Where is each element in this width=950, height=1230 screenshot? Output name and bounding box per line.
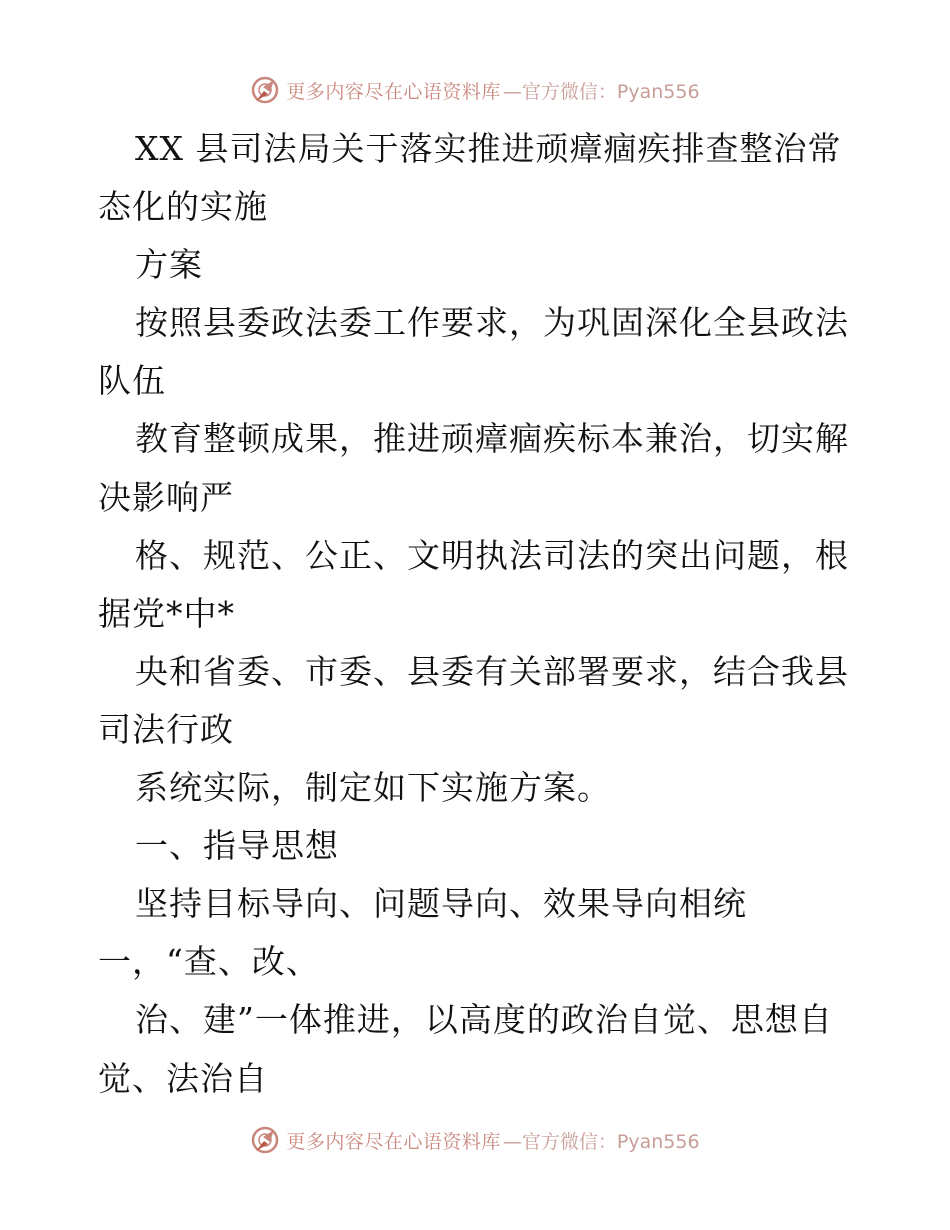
text-line: 决影响严 (98, 477, 234, 517)
text-line: 系统实际，制定如下实施方案。 (135, 768, 611, 808)
text-line: 按照县委政法委工作要求，为巩固深化全县政法 (135, 303, 849, 343)
text-line: 央和省委、市委、县委有关部署要求，结合我县 (135, 651, 849, 691)
text-line: 态化的实施 (98, 187, 268, 227)
text-line: 一、指导思想 (135, 826, 339, 866)
watermark-site-text: 更多内容尽在心语资料库 (286, 1130, 501, 1153)
watermark-contact-text: —官方微信：Pyan556 (502, 1130, 700, 1153)
text-line: 方案 (135, 245, 203, 285)
text-line: 坚持目标导向、问题导向、效果导向相统 (135, 884, 747, 924)
text-line: 据党*中* (98, 593, 235, 633)
text-line: XX 县司法局关于落实推进顽瘴痼疾排查整治常 (135, 129, 842, 168)
watermark-contact-text: —官方微信：Pyan556 (502, 80, 700, 103)
watermark-header (0, 70, 950, 110)
text-line: 司法行政 (98, 709, 234, 749)
text-line: 治、建”一体推进，以高度的政治自觉、思想自 (135, 1000, 833, 1040)
text-line: 队伍 (98, 361, 166, 401)
pen-nib-logo-icon (250, 75, 280, 105)
text-line: 一，“查、改、 (98, 942, 320, 982)
watermark-site-text: 更多内容尽在心语资料库 (286, 80, 501, 103)
pen-nib-logo-icon (250, 1125, 280, 1155)
text-line: 格、规范、公正、文明执法司法的突出问题，根 (135, 535, 849, 575)
text-line: 教育整顿成果，推进顽瘴痼疾标本兼治，切实解 (135, 419, 849, 459)
text-line: 觉、法治自 (98, 1058, 268, 1098)
watermark-footer (0, 1120, 950, 1160)
document-body (98, 120, 858, 1108)
